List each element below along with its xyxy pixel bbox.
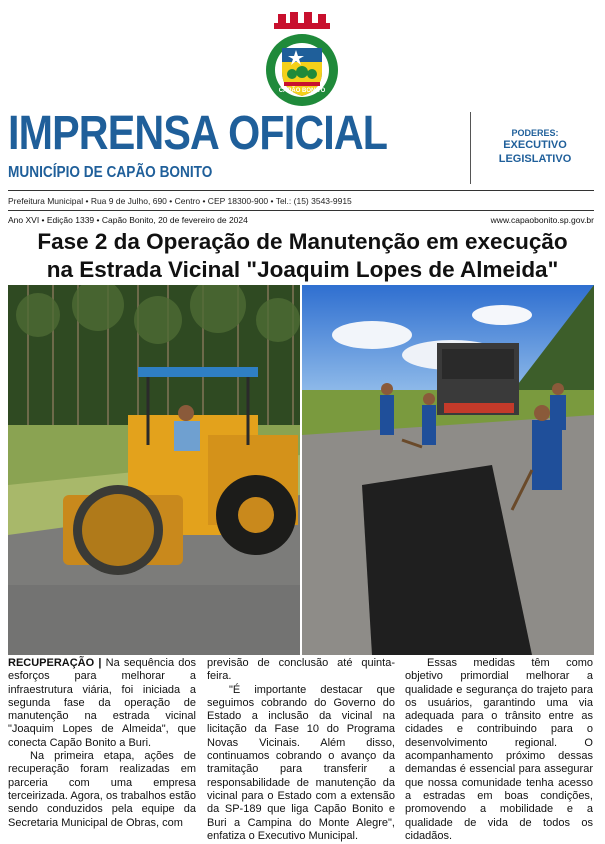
col2-paragraph-1: previsão de conclusão até quinta-feira. <box>207 657 395 683</box>
headline-line-1: Fase 2 da Operação de Manutenção em execução <box>37 229 568 254</box>
website-link[interactable]: www.capaobonito.sp.gov.br <box>490 215 594 225</box>
powers-label: PODERES: <box>511 128 559 138</box>
article-column-2 <box>207 657 395 843</box>
address-line: Prefeitura Municipal • Rua 9 de Julho, 690 • Centro • CEP 18300-900 • Tel.: (15) 3543-9915 <box>8 196 352 206</box>
article-column-1 <box>8 657 196 830</box>
edition-line: Ano XVI • Edição 1339 • Capão Bonito, 20 de fevereiro de 2024 <box>8 215 248 225</box>
header-divider <box>470 112 471 184</box>
power-legislative: LEGISLATIVO <box>498 153 572 165</box>
powers-box <box>485 128 585 166</box>
col1-paragraph-1: Na sequência dos esforços para melhorar a infraestrutura viária, foi iniciada a segunda fase da operação de manutenção na estrada vicinal "Joaquim Lopes de Almeida", que conecta Capão Bonito a Buri. <box>8 657 196 749</box>
crest-text: CAPÃO BONITO <box>278 88 326 94</box>
col1-paragraph-2: Na primeira etapa, ações de recuperação foram realizadas em parceria com uma empresa terceirizada. Agora, os trabalhos estão sendo conduzidos pela equipe da Secretaria Municipal de Obras, com <box>8 750 196 829</box>
power-executive: EXECUTIVO <box>503 139 567 151</box>
paper-title: IMPRENSA OFICIAL <box>8 107 388 160</box>
col2-paragraph-2: "É importante destacar que seguimos cobrando do Governo do Estado a inclusão da vicinal na licitação da Fase 10 do Programa Novas Vicinais. Além disso, continuamos cobrando o avanço da tramitação para transferir a responsabilidade de manutenção da vicinal para o Estado com a extensão da SP-189 que liga Capão Bonito e Buri a Campina do Monte Alegre", enfatiza o Executivo Municipal. <box>207 683 395 842</box>
photo-road-roller <box>8 285 300 655</box>
masthead <box>8 107 468 181</box>
article-column-3 <box>405 657 593 843</box>
municipal-crest <box>256 10 348 110</box>
article-kicker: RECUPERAÇÃO | <box>8 657 102 669</box>
col3-paragraph-1: Essas medidas têm como objetivo primordial melhorar a qualidade e segurança do trajeto para os usuários, garantindo uma via adequada para o trânsito entre as cidades e contribuindo para o desenvolvimento regional. O acompanhamento próximo dessas demandas é essencial para assegurar que nossa comunidade tenha acesso a estradas em boas condições, promovendo a mobilidade e a qualidade de vida de todos os cidadãos. <box>405 657 593 842</box>
rule <box>8 190 594 191</box>
article-headline <box>0 228 605 284</box>
photo-asphalt-crew <box>302 285 594 655</box>
municipality-name: MUNICÍPIO DE CAPÃO BONITO <box>8 164 213 181</box>
headline-line-2: na Estrada Vicinal "Joaquim Lopes de Almeida" <box>46 257 559 282</box>
rule <box>8 210 594 211</box>
